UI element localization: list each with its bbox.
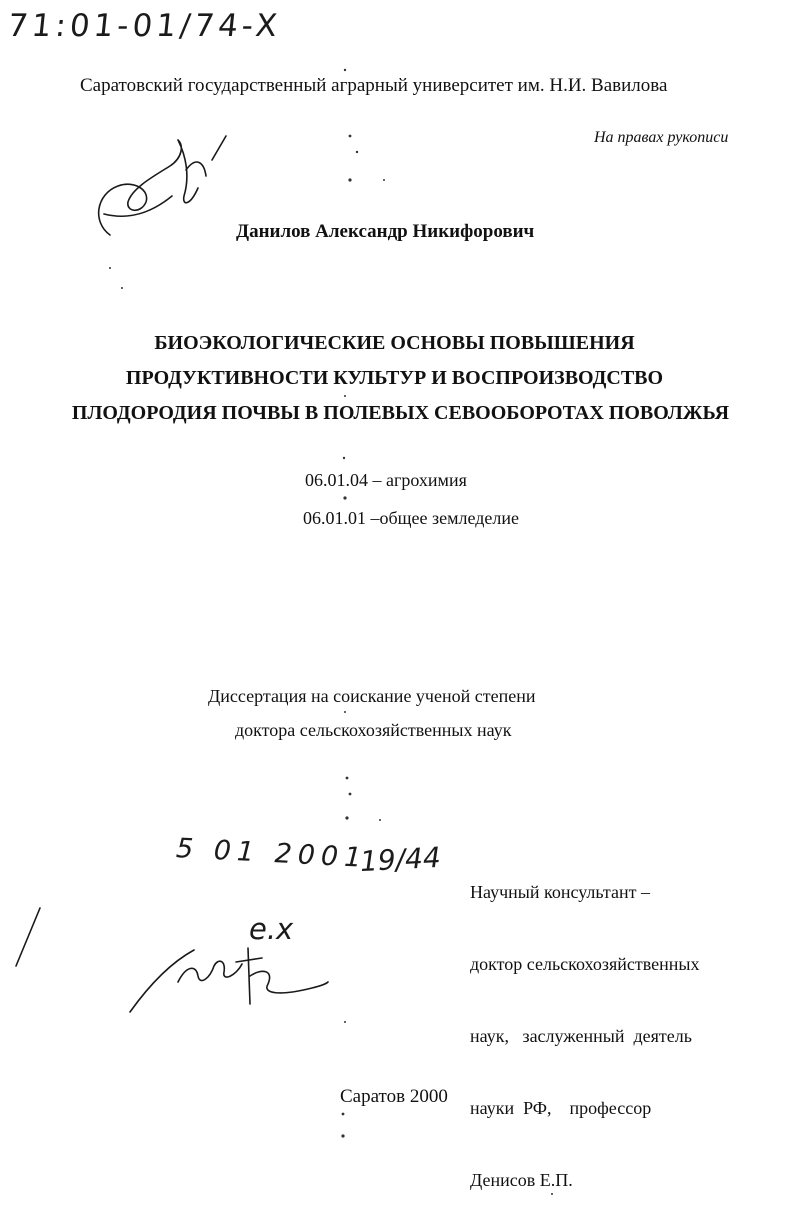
scientific-consultant — [470, 832, 700, 1216]
handwritten-catalog-number: 71:01-01/74-X — [6, 8, 283, 44]
consultant-line: Научный консультант – — [470, 882, 650, 902]
city-year: Саратов 2000 — [340, 1086, 448, 1107]
handwritten-date: 5 01 2001 — [175, 833, 369, 874]
margin-slash — [16, 908, 40, 966]
degree-line: Диссертация на соискание ученой степени — [208, 686, 536, 706]
consultant-line: наук, заслуженный деятель — [470, 1026, 692, 1046]
university-name: Саратовский государственный аграрный университет им. Н.И. Вавилова — [80, 75, 668, 96]
signature-tick — [212, 136, 226, 160]
specialty-code: 06.01.01 –общее земледелие — [303, 508, 519, 528]
handwritten-count: 19/44 — [359, 840, 442, 879]
author-name: Данилов Александр Никифорович — [236, 221, 535, 242]
title-line: ПРОДУКТИВНОСТИ КУЛЬТУР И ВОСПРОИЗВОДСТВО — [125, 367, 664, 389]
signature-lower — [130, 948, 328, 1012]
manuscript-rights-note: На правах рукописи — [594, 129, 729, 146]
signature-scribble-top — [99, 140, 206, 235]
degree-line: доктора сельскохозяйственных наук — [235, 720, 512, 740]
dissertation-title — [0, 326, 799, 431]
title-line: БИОЭКОЛОГИЧЕСКИЕ ОСНОВЫ ПОВЫШЕНИЯ — [154, 332, 635, 354]
specialty-code: 06.01.04 – агрохимия — [305, 470, 467, 490]
consultant-line: Денисов Е.П. — [470, 1170, 573, 1190]
consultant-line: науки РФ, профессор — [470, 1098, 652, 1118]
title-line: ПЛОДОРОДИЯ ПОЧВЫ В ПОЛЕВЫХ СЕВООБОРОТАХ ПОВОЛЖЬЯ — [71, 402, 730, 424]
consultant-line: доктор сельскохозяйственных — [470, 954, 700, 974]
handwritten-initials: е.х — [249, 912, 294, 946]
